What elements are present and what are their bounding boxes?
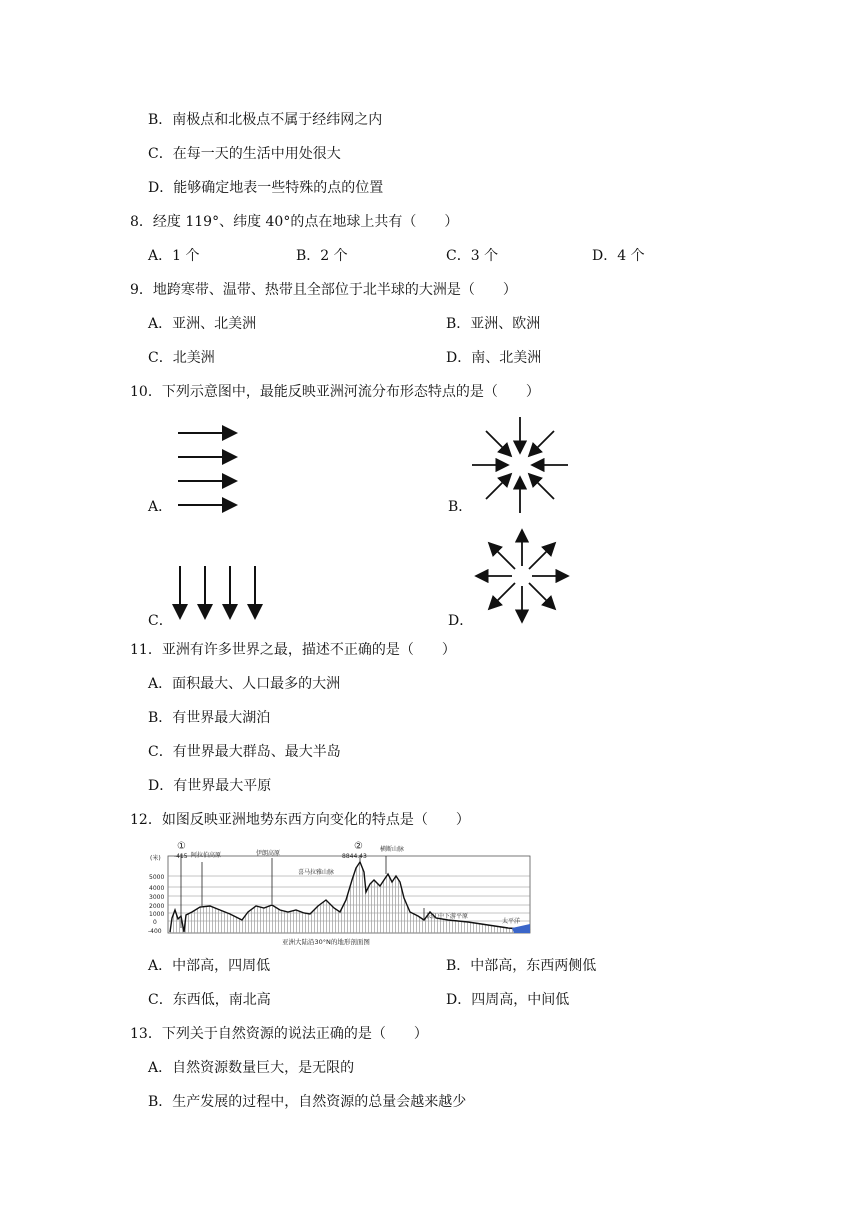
q12-option-b: B．中部高，东西两侧低: [446, 958, 597, 974]
profile-caption: 亚洲大陆沿30°N的地形剖面图: [282, 938, 370, 946]
q10-option-b: B．: [448, 499, 473, 515]
q10-option-c: C．: [148, 613, 173, 629]
ytick-2000: 2000: [149, 903, 165, 910]
profile-label-arabia: 阿拉伯高原: [191, 852, 222, 859]
ytick-5000: 5000: [149, 874, 165, 881]
diagram-a-parallel-east-arrows: [170, 420, 250, 520]
q8-option-a: A．1 个: [148, 248, 200, 264]
ytick-0: 0: [153, 919, 157, 926]
q9-option-c: C．北美洲: [148, 350, 215, 366]
profile-label-pacific: 太平洋: [502, 918, 521, 925]
diagram-b-converging-arrows: [470, 415, 570, 515]
q13-option-a: A．自然资源数量巨大，是无限的: [148, 1060, 355, 1076]
q13-option-b: B．生产发展的过程中，自然资源的总量会越来越少: [148, 1094, 467, 1110]
q9-stem: 9．地跨寒带、温带、热带且全部位于北半球的大洲是（ ）: [130, 282, 517, 298]
q8-stem: 8．经度 119°、纬度 40°的点在地球上共有（ ）: [130, 214, 459, 230]
ytick-1000: 1000: [149, 911, 165, 918]
ytick-4000: 4000: [149, 885, 165, 892]
q8-option-b: B．2 个: [296, 248, 348, 264]
q11-option-a: A．面积最大、人口最多的大洲: [148, 676, 341, 692]
ytick-minus400: -400: [148, 928, 162, 935]
q13-stem: 13．下列关于自然资源的说法正确的是（ ）: [130, 1026, 428, 1042]
profile-marker-1: ①: [177, 841, 186, 852]
q11-option-c: C．有世界最大群岛、最大半岛: [148, 744, 341, 760]
profile-label-peak: 8844.43: [342, 853, 367, 860]
profile-label-himalaya: 喜马拉雅山脉: [298, 869, 335, 876]
q10-option-a: A．: [148, 499, 173, 515]
diagram-d-radiating-arrows: [472, 526, 572, 626]
q9-option-d: D．南、北美洲: [446, 350, 542, 366]
profile-label-iran: 伊朗高原: [256, 850, 281, 857]
profile-label-depth: -415: [174, 853, 188, 860]
q8-option-d: D．4 个: [592, 248, 645, 264]
q11-option-d: D．有世界最大平原: [148, 778, 272, 794]
q12-option-d: D．四周高，中间低: [446, 992, 570, 1008]
profile-unit: (米): [150, 855, 161, 862]
q11-option-b: B．有世界最大湖泊: [148, 710, 271, 726]
q7-option-d: D．能够确定地表一些特殊的点的位置: [148, 180, 384, 196]
asia-30n-topographic-profile: [148, 840, 534, 948]
q11-stem: 11．亚洲有许多世界之最，描述不正确的是（ ）: [130, 642, 456, 658]
q8-option-c: C．3 个: [446, 248, 499, 264]
profile-label-hengduan: 横断山脉: [380, 846, 405, 853]
q9-option-b: B．亚洲、欧洲: [446, 316, 541, 332]
q9-option-a: A．亚洲、北美洲: [148, 316, 257, 332]
q10-stem: 10．下列示意图中，最能反映亚洲河流分布形态特点的是（ ）: [130, 384, 540, 400]
diagram-c-parallel-south-arrows: [170, 562, 270, 628]
q10-option-d: D．: [448, 613, 474, 629]
q12-option-a: A．中部高，四周低: [148, 958, 271, 974]
profile-label-changjiang: 长江中下游平原: [426, 913, 469, 920]
profile-marker-2: ②: [354, 841, 363, 852]
q7-option-c: C．在每一天的生活中用处很大: [148, 146, 341, 162]
q7-option-b: B．南极点和北极点不属于经纬网之内: [148, 112, 383, 128]
q12-stem: 12．如图反映亚洲地势东西方向变化的特点是（ ）: [130, 812, 470, 828]
ytick-3000: 3000: [149, 894, 165, 901]
q12-option-c: C．东西低，南北高: [148, 992, 271, 1008]
